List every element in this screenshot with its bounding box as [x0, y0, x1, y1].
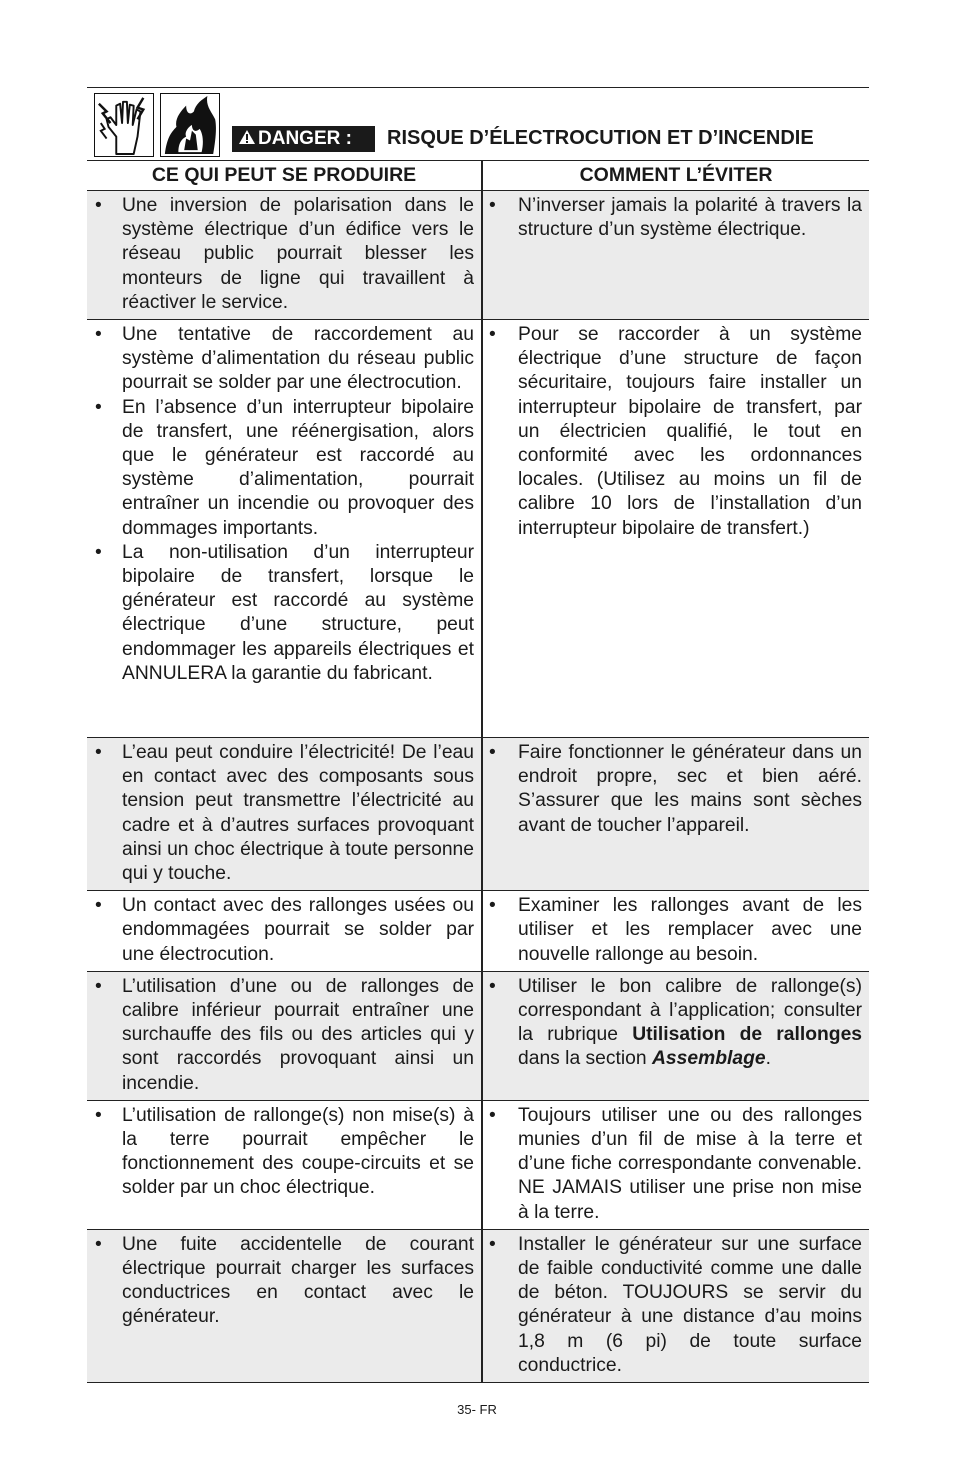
list-item: • Une inversion de polarisation dans le système électrique d’un édifice vers le réseau public pourrait blesser les monteurs de ligne qui travaillent à réactiver le service.	[87, 194, 474, 315]
column-header-what-can-happen: CE QUI PEUT SE PRODUIRE	[87, 161, 482, 191]
list-item: • L’eau peut conduire l’électricité! De l’eau en contact avec des composants sous tension peut transmettre l’électricité au cadre et à d’autres surfaces provoquant ainsi un choc électrique à toute personne qui y touche.	[87, 741, 474, 886]
warning-table-section	[87, 87, 869, 1383]
section-reference-bold-italic: Assemblage	[651, 1048, 766, 1070]
list-item: • N’inverser jamais la polarité à travers la structure d’un système électrique.	[483, 194, 862, 242]
hazard-cell	[87, 971, 482, 1100]
prevention-cell	[482, 1229, 869, 1382]
hazard-table	[87, 160, 869, 1383]
hazard-cell	[87, 1229, 482, 1382]
warning-triangle-icon	[238, 129, 256, 145]
table-row	[87, 1229, 869, 1382]
prevention-cell	[482, 971, 869, 1100]
header-title: RISQUE D’ÉLECTROCUTION ET D’INCENDIE	[387, 127, 814, 149]
danger-label: DANGER :	[258, 128, 352, 149]
list-item: • Toujours utiliser une ou des rallonges munies d’un fil de mise à la terre et d’une fiche correspondante convenable. NE JAMAIS utiliser une prise non mise à la terre.	[483, 1104, 862, 1225]
prevention-cell	[482, 320, 869, 738]
list-item: • Installer le générateur sur une surface de faible conductivité comme une dalle de béton. TOUJOURS se servir du générateur à une distance d’au moins 1,8 m (6 pi) de toute surface conductrice.	[483, 1233, 862, 1378]
table-row	[87, 320, 869, 738]
hazard-cell	[87, 1100, 482, 1229]
prevention-cell	[482, 191, 869, 320]
electric-shock-hand-icon	[94, 93, 154, 157]
list-item: • Faire fonctionner le générateur dans un endroit propre, sec et bien aéré. S’assurer que les mains sont sèches avant de toucher l’appareil.	[483, 741, 862, 838]
list-item: • Une tentative de raccordement au système d’alimentation du réseau public pourrait se solder par une électrocution.	[87, 323, 474, 396]
prevention-text-mid: dans la section	[518, 1048, 647, 1070]
section-reference-bold: Utilisation de rallonges	[632, 1024, 863, 1046]
table-row	[87, 891, 869, 972]
danger-badge	[232, 126, 375, 152]
table-row	[87, 1100, 869, 1229]
hazard-cell	[87, 320, 482, 738]
prevention-cell	[482, 738, 869, 891]
hazard-cell	[87, 738, 482, 891]
hazard-cell	[87, 191, 482, 320]
page-number: 35- FR	[457, 1402, 497, 1417]
table-header-row	[87, 161, 869, 191]
prevention-text-end: .	[765, 1048, 771, 1070]
table-row	[87, 738, 869, 891]
list-item: • En l’absence d’un interrupteur bipolaire de transfert, une réénergisation, alors que le générateur est raccordé au système d’alimentation, pourrait entraîner un incendie ou provoquer des dommages importants.	[87, 396, 474, 541]
prevention-text: Utiliser le bon calibre de rallonge(s) correspondant à l’application; consulter la rubrique	[518, 975, 862, 1046]
list-item: • L’utilisation d’une ou de rallonges de calibre inférieur pourrait entraîner une surchauffe des fils ou des articles qui y sont raccordés provoquant ainsi un incendie.	[87, 975, 474, 1096]
prevention-cell	[482, 891, 869, 972]
table-row	[87, 191, 869, 320]
list-item: • Examiner les rallonges avant de les utiliser et les remplacer avec une nouvelle rallonge au besoin.	[483, 894, 862, 967]
list-item: • Pour se raccorder à un système électrique d’une structure de façon sécuritaire, toujours faire installer un interrupteur bipolaire de transfert, par un électricien qualifié, le tout en conformité avec les ordonnances locales. (Utilisez au moins un fil de calibre 10 lors de l’installation d’un interrupteur bipolaire de transfert.)	[483, 323, 862, 541]
danger-header	[87, 88, 869, 160]
list-item: • Une fuite accidentelle de courant électrique pourrait charger les surfaces conductrices en contact avec le générateur.	[87, 1233, 474, 1330]
list-item: • La non-utilisation d’un interrupteur bipolaire de transfert, lorsque le générateur est raccordé au système électrique d’une structure, peut endommager les appareils électriques et ANNULERA la garantie du fabricant.	[87, 541, 474, 686]
fire-hand-icon	[160, 93, 220, 157]
hazard-cell	[87, 891, 482, 972]
table-row	[87, 971, 869, 1100]
list-item: • L’utilisation de rallonge(s) non mise(s) à la terre pourrait empêcher le fonctionnement des coupe-circuits et se solder par un choc électrique.	[87, 1104, 474, 1201]
list-item: • Un contact avec des rallonges usées ou endommagées pourrait se solder par une électrocution.	[87, 894, 474, 967]
list-item	[483, 975, 862, 1072]
column-header-how-to-avoid: COMMENT L’ÉVITER	[482, 161, 869, 191]
prevention-cell	[482, 1100, 869, 1229]
